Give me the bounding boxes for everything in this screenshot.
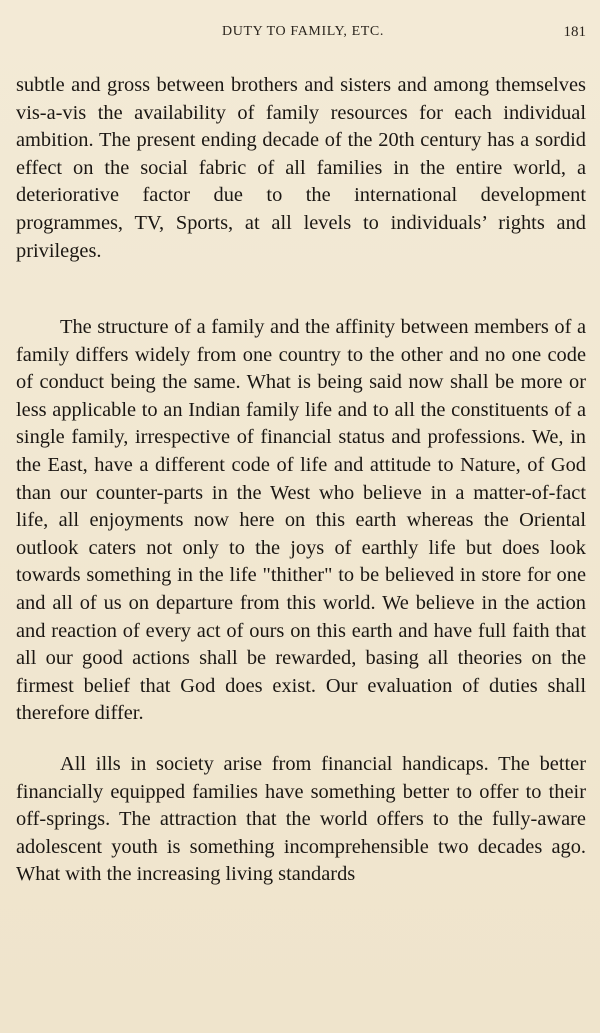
page-number: 181 <box>563 24 586 40</box>
body-text <box>16 72 586 889</box>
running-title: DUTY TO FAMILY, ETC. <box>222 24 384 39</box>
paragraph-continued: subtle and gross between brothers and sisters and among themselves vis-a-vis the availability of family resources for each individual ambition. The present ending decade of the 20th century has a sordid effect on the social fabric of all families in the entire world, a deteriorative factor due to the international development programmes, TV, Sports, at all levels to individuals’ rights and privileges. <box>16 74 586 262</box>
paragraph-family-structure: The structure of a family and the affinity between members of a family differs widely from one country to the other and no one code of conduct being the same. What is being said now shall be more or less applicable to an Indian family life and to all the constituents of a single family, irrespective of financial status and professions. We, in the East, have a different code of life and attitude to Nature, of God than our counter-parts in the West who believe in a matter-of-fact life, all enjoyments now here on this earth whereas the Oriental outlook caters not only to the joys of earthly life but does look towards something in the life "thither" to be believed in store for one and all of us on departure from this world. We believe in the action and reaction of every act of ours on this earth and have full faith that all our good actions shall be rewarded, basing all theories on the firmest belief that God does exist. Our evaluation of duties shall therefore differ. <box>16 316 586 725</box>
paragraph-financial-handicaps: All ills in society arise from financial handicaps. The better financially equipped families have something better to offer to their off-springs. The attraction that the world offers to the fully-aware adolescent youth is something incomprehensible two decades ago. What with the increasing living standards <box>16 752 586 886</box>
running-header <box>18 24 588 46</box>
